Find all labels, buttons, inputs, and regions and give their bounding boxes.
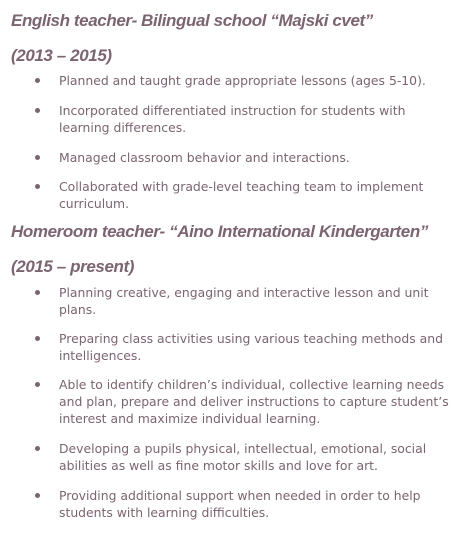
bullet-icon [35,108,40,113]
list-item-text: Developing a pupils physical, intellectual, emotional, social abilities as well as fine motor skills and love for art. [59,441,427,473]
list-item [59,178,457,212]
list-item [59,102,457,136]
list-item [59,487,457,521]
bullet-icon [35,493,40,498]
list-item-text: Managed classroom behavior and interactions. [59,150,350,165]
list-item-text: Providing additional support when needed in order to help students with learning difficulties. [59,488,421,520]
job-1-title: English teacher- Bilingual school “Majski cvet” [11,11,373,30]
list-item-text: Preparing class activities using various teaching methods and intelligences. [59,331,443,363]
bullet-icon [35,78,40,83]
bullet-icon [35,382,40,387]
list-item-text: Collaborated with grade-level teaching team to implement curriculum. [59,179,424,211]
list-item [59,149,457,166]
list-item-text: Planned and taught grade appropriate lessons (ages 5-10). [59,73,426,88]
list-item [59,72,457,89]
list-item [59,284,457,318]
list-item-text: Able to identify children’s individual, collective learning needs and plan, prepare and deliver instructions to capture student’s interest and maximize individual learning. [59,377,449,426]
job-1-period: (2013 – 2015) [11,46,112,65]
bullet-icon [35,446,40,451]
list-item [59,330,457,364]
list-item [59,376,457,427]
job-2-title: Homeroom teacher- “Aino International Kindergarten” [11,222,428,241]
bullet-icon [35,155,40,160]
list-item [59,440,457,474]
bullet-icon [35,290,40,295]
list-item-text: Incorporated differentiated instruction for students with learning differences. [59,103,406,135]
list-item-text: Planning creative, engaging and interactive lesson and unit plans. [59,285,429,317]
bullet-icon [35,184,40,189]
job-2-period: (2015 – present) [11,257,135,276]
bullet-icon [35,336,40,341]
